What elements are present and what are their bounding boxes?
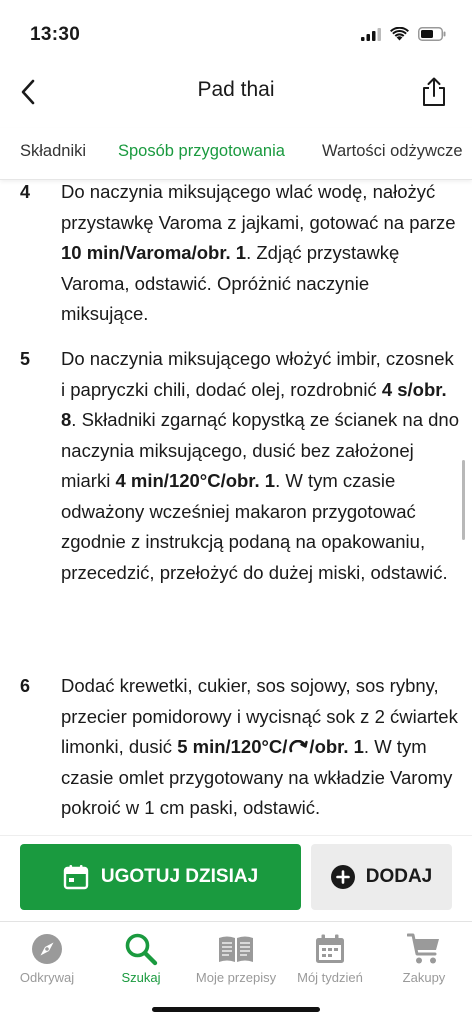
home-indicator bbox=[152, 1007, 320, 1012]
nav-label: Szukaj bbox=[121, 970, 161, 985]
step-text: Do naczynia miksującego wlać wodę, nałożyć przystawkę Varoma z jajkami, gotować na parze 10 min/Varoma/obr. 1. Zdjąć przystawkę Varoma, odstawić. Opróżnić naczynie miksujące. bbox=[61, 181, 456, 324]
step-setting: 4 min/120°C/obr. 1 bbox=[115, 470, 276, 491]
recipe-tabs bbox=[0, 128, 472, 180]
wifi-icon bbox=[390, 27, 409, 41]
step-number: 4 bbox=[20, 182, 31, 202]
page-title: Pad thai bbox=[197, 78, 275, 101]
status-time: 13:30 bbox=[30, 24, 81, 45]
status-bar bbox=[0, 0, 472, 64]
nav-item-my-week[interactable] bbox=[283, 930, 377, 985]
nav-item-discover[interactable] bbox=[0, 930, 94, 985]
nav-item-shopping[interactable] bbox=[377, 930, 471, 985]
battery-icon bbox=[418, 27, 446, 41]
scrollbar[interactable] bbox=[462, 460, 465, 540]
header bbox=[0, 64, 472, 120]
nav-label: Odkrywaj bbox=[19, 970, 75, 985]
cook-today-label: UGOTUJ DZISIAJ bbox=[100, 866, 259, 887]
step-setting: 4 s/obr. 8 bbox=[61, 378, 447, 430]
nav-label: Zakupy bbox=[402, 970, 446, 985]
step-number: 6 bbox=[20, 676, 31, 696]
nav-label: Mój tydzień bbox=[297, 970, 363, 985]
add-label: DODAJ bbox=[365, 866, 433, 887]
compass-icon bbox=[31, 933, 63, 965]
step-text: Do naczynia miksującego włożyć imbir, czosnek i papryczki chili, dodać olej, rozdrobnić 4 s/obr. 8. Składniki zgarnąć kopystką ze ścianek na dno naczynia miksującego, dusić bez założonej miarki 4 min/120°C/obr. 1. W tym czasie odważony wcześniej makaron przygotować zgodnie z instrukcją podaną na opakowaniu, przecedzić, przełożyć do dużej miski, odstawić. bbox=[61, 348, 459, 583]
search-icon bbox=[124, 932, 158, 966]
status-icons bbox=[361, 27, 446, 41]
plus-circle-icon bbox=[331, 865, 355, 889]
cellular-signal-icon bbox=[361, 28, 381, 41]
share-icon bbox=[421, 77, 447, 107]
calendar-icon bbox=[63, 864, 89, 890]
step-number: 5 bbox=[20, 349, 31, 369]
preparation-steps[interactable] bbox=[0, 180, 472, 835]
step-setting: 5 min/120°C/ / bbox=[177, 736, 315, 757]
step-setting: 10 min/Varoma/obr. 1 bbox=[61, 242, 247, 263]
reverse-rotation-icon bbox=[288, 740, 308, 754]
book-icon bbox=[218, 935, 254, 963]
add-button[interactable] bbox=[311, 844, 452, 910]
tab-preparation[interactable]: Sposób przygotowania bbox=[118, 142, 285, 160]
step-setting: obr. 1 bbox=[314, 736, 364, 757]
cart-icon bbox=[407, 933, 441, 965]
calendar-icon bbox=[315, 934, 345, 964]
tab-ingredients[interactable]: Składniki bbox=[20, 142, 87, 160]
nav-item-search[interactable] bbox=[94, 930, 188, 985]
cook-today-button[interactable] bbox=[20, 844, 301, 910]
tab-nutrition[interactable]: Wartości odżywcze bbox=[322, 142, 463, 160]
action-bar bbox=[0, 835, 472, 921]
nav-label: Moje przepisy bbox=[195, 970, 277, 985]
share-button[interactable] bbox=[414, 72, 454, 112]
step-text: Dodać krewetki, cukier, sos sojowy, sos rybny, przecier pomidorowy i wycisnąć sok z 2 ćwiartek limonki, dusić 5 min/120°C/ /obr. 1. W tym czasie omlet przygotowany na wkładzie Varomy pokroić w 1 cm paski, odstawić. bbox=[61, 675, 458, 818]
nav-item-my-recipes[interactable] bbox=[189, 930, 283, 985]
